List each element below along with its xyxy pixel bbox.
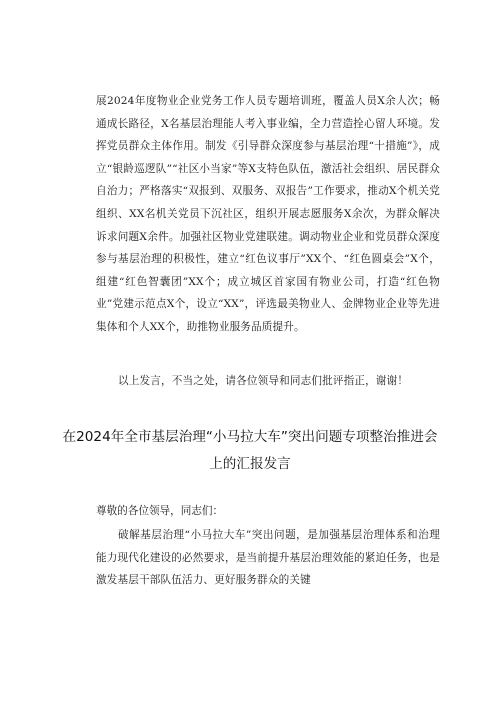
continued-paragraph: 展2024年度物业企业党务工作人员专题培训班，覆盖人员X余人次；畅通成长路径，X名基层治理能人考入事业编，全力营造拴心留人环境。发挥党员群众主体作用。制发《引导群众深度参与基层治理“十措施”》，成立“银龄巡逻队”“社区小当家”等X支特色队伍，激活社会组织、居民群众自治力；严格落实“双报到、双服务、双报告”工作要求，推动X个机关党组织、XX名机关党员下沉社区，组织开展志愿服务X余次，为群众解决诉求问题X余件。加强社区物业党建联建。调动物业企业和党员群众深度参与基层治理的积极性，建立“红色议事厅”XX个、“红色圆桌会”X个，组建“红色智囊团”XX个；成立城区首家国有物业公司，打造“红色物业”党建示范点X个，设立“XX”，评选最美物业人、金牌物业企业等先进集体和个人XX个，助推物业服务品质提升。 [96, 95, 440, 333]
speech-title: 在2024年全市基层治理“小马拉大车”突出问题专项整治推进会上的汇报发言 [62, 429, 438, 472]
closing-remark: 以上发言，不当之处，请各位领导和同志们批评指正，谢谢！ [118, 375, 409, 387]
greeting: 尊敬的各位领导，同志们： [96, 505, 224, 517]
opening-paragraph: 破解基层治理“小马拉大车”突出问题，是加强基层治理体系和治理能力现代化建设的必然要求，是当前提升基层治理效能的紧迫任务，也是激发基层干部队伍活力、更好服务群众的关键 [96, 529, 440, 587]
